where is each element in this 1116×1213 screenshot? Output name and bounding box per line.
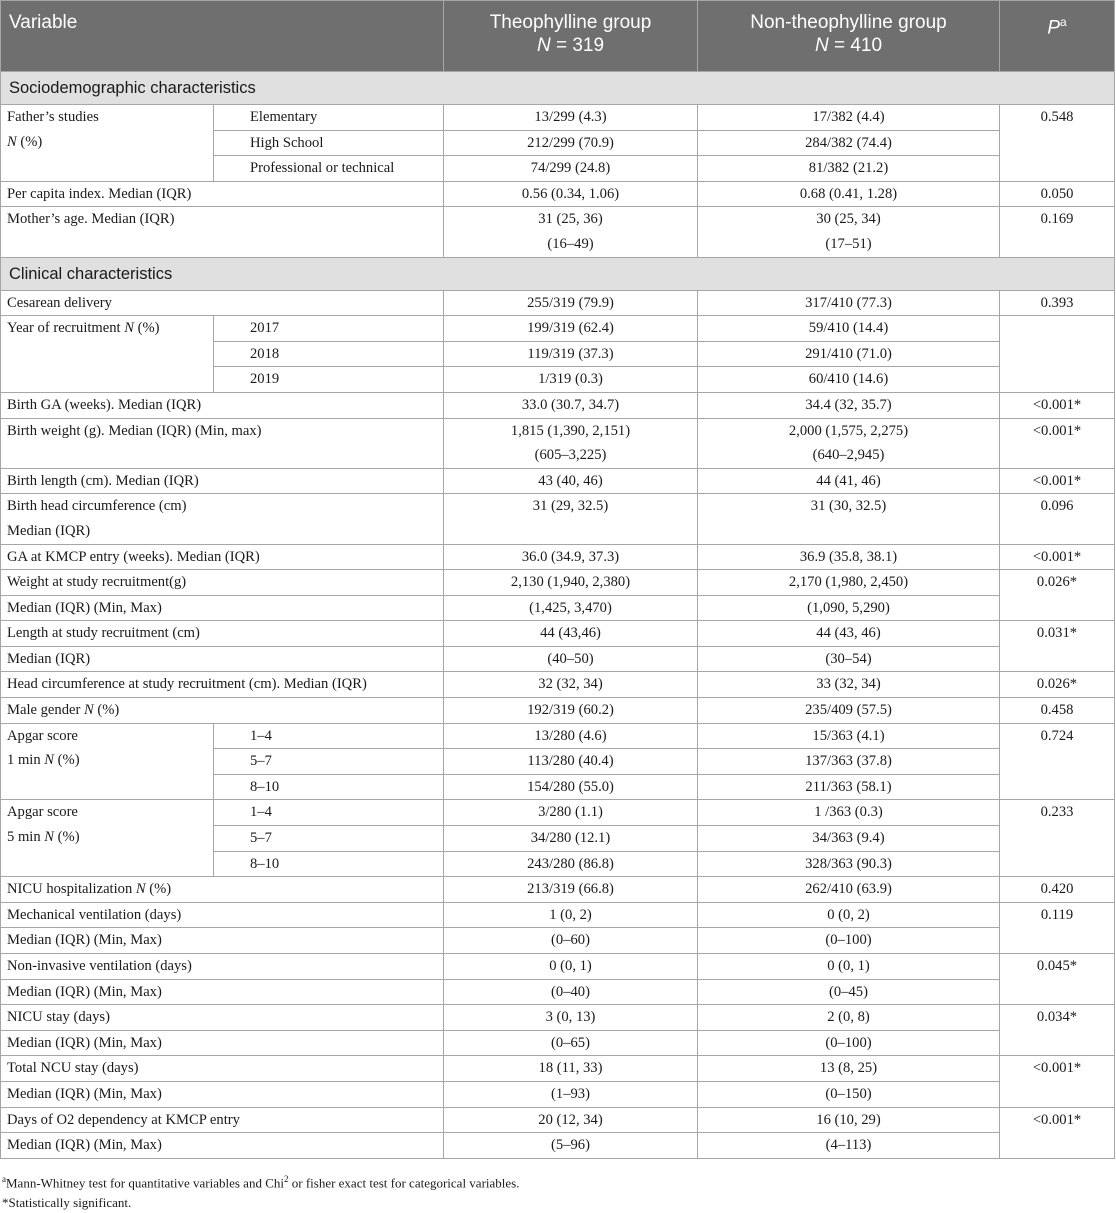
sub-label: 1–4	[214, 800, 444, 826]
row-label: Birth GA (weeks). Median (IQR)	[1, 392, 444, 418]
table-row	[1, 595, 1115, 621]
p-value: 0.096	[1000, 494, 1115, 544]
non-value: 31 (30, 32.5)	[698, 494, 1000, 544]
non-value: 1 /363 (0.3)	[698, 800, 1000, 826]
table-header-row	[1, 1, 1115, 72]
theo-value: 31 (25, 36) (16–49)	[444, 207, 698, 257]
row-label: Male gender N (%)	[1, 698, 444, 724]
theo-value: 13/280 (4.6)	[444, 723, 698, 749]
row-label: Mechanical ventilation (days)	[1, 902, 444, 928]
non-value: (0–100)	[698, 928, 1000, 954]
table-row	[1, 1005, 1115, 1031]
theo-value: (1–93)	[444, 1081, 698, 1107]
theo-value: 1 (0, 2)	[444, 902, 698, 928]
row-label: Length at study recruitment (cm)	[1, 621, 444, 647]
theo-value: 34/280 (12.1)	[444, 826, 698, 852]
p-value: 0.031*	[1000, 621, 1115, 672]
non-value: 33 (32, 34)	[698, 672, 1000, 698]
table-row	[1, 723, 1115, 749]
non-value: 0.68 (0.41, 1.28)	[698, 181, 1000, 207]
table-row	[1, 800, 1115, 826]
non-value: 284/382 (74.4)	[698, 130, 1000, 156]
table-row	[1, 207, 1115, 257]
p-value: 0.393	[1000, 290, 1115, 316]
non-value: (0–150)	[698, 1081, 1000, 1107]
theo-value: 1/319 (0.3)	[444, 367, 698, 393]
p-value: 0.034*	[1000, 1005, 1115, 1056]
row-label: Median (IQR) (Min, Max)	[1, 1133, 444, 1159]
row-label: Mother’s age. Median (IQR)	[1, 207, 444, 257]
row-label: Birth weight (g). Median (IQR) (Min, max)	[1, 418, 444, 468]
theo-value: 1,815 (1,390, 2,151) (605–3,225)	[444, 418, 698, 468]
row-label: Median (IQR)	[1, 646, 444, 672]
row-label: Father’s studies N (%)	[1, 105, 214, 182]
non-value: 81/382 (21.2)	[698, 156, 1000, 182]
theo-value: 74/299 (24.8)	[444, 156, 698, 182]
theo-value: 36.0 (34.9, 37.3)	[444, 544, 698, 570]
non-value: 34.4 (32, 35.7)	[698, 392, 1000, 418]
theo-value: 212/299 (70.9)	[444, 130, 698, 156]
theo-value: (0–60)	[444, 928, 698, 954]
theo-value: 33.0 (30.7, 34.7)	[444, 392, 698, 418]
row-label: Apgar score 1 min N (%)	[1, 723, 214, 800]
theo-value: (5–96)	[444, 1133, 698, 1159]
non-value: 44 (41, 46)	[698, 468, 1000, 494]
table-row	[1, 418, 1115, 468]
non-value: 235/409 (57.5)	[698, 698, 1000, 724]
p-value: <0.001*	[1000, 1107, 1115, 1158]
p-value: 0.169	[1000, 207, 1115, 257]
row-label: Median (IQR) (Min, Max)	[1, 928, 444, 954]
footnote-star: *Statistically significant.	[2, 1195, 132, 1211]
row-label: Head circumference at study recruitment (cm). Median (IQR)	[1, 672, 444, 698]
p-value: <0.001*	[1000, 544, 1115, 570]
non-value: 17/382 (4.4)	[698, 105, 1000, 131]
table-row	[1, 954, 1115, 980]
row-label: Total NCU stay (days)	[1, 1056, 444, 1082]
non-value: 34/363 (9.4)	[698, 826, 1000, 852]
p-value	[1000, 316, 1115, 393]
p-value: 0.548	[1000, 105, 1115, 182]
table-row	[1, 902, 1115, 928]
theo-value: 243/280 (86.8)	[444, 851, 698, 877]
p-value: 0.119	[1000, 902, 1115, 953]
theo-value: 255/319 (79.9)	[444, 290, 698, 316]
p-value: 0.026*	[1000, 570, 1115, 621]
row-label: Year of recruitment N (%)	[1, 316, 214, 393]
sub-label: Elementary	[214, 105, 444, 131]
non-value: 30 (25, 34) (17–51)	[698, 207, 1000, 257]
row-label: Apgar score 5 min N (%)	[1, 800, 214, 877]
header-p-value: $P^a$	[1000, 1, 1115, 72]
p-value: <0.001*	[1000, 468, 1115, 494]
theo-value: 44 (43,46)	[444, 621, 698, 647]
non-value: 262/410 (63.9)	[698, 877, 1000, 903]
p-value: <0.001*	[1000, 418, 1115, 468]
table-row	[1, 1030, 1115, 1056]
row-label: Days of O2 dependency at KMCP entry	[1, 1107, 444, 1133]
footnote-a: $^a$Mann-Whitney test for quantitative variables and Chi$^2$ or fisher exact test for categorical variables.	[2, 1173, 520, 1191]
row-label: NICU stay (days)	[1, 1005, 444, 1031]
non-value: (1,090, 5,290)	[698, 595, 1000, 621]
non-value: 137/363 (37.8)	[698, 749, 1000, 775]
p-value: 0.233	[1000, 800, 1115, 877]
theo-value: 154/280 (55.0)	[444, 774, 698, 800]
theo-value: 3 (0, 13)	[444, 1005, 698, 1031]
table-row	[1, 181, 1115, 207]
theo-value: 0 (0, 1)	[444, 954, 698, 980]
p-value: 0.045*	[1000, 954, 1115, 1005]
non-value: (4–113)	[698, 1133, 1000, 1159]
non-value: 2 (0, 8)	[698, 1005, 1000, 1031]
theo-value: 3/280 (1.1)	[444, 800, 698, 826]
theo-value: 20 (12, 34)	[444, 1107, 698, 1133]
sub-label: 1–4	[214, 723, 444, 749]
theo-value: 199/319 (62.4)	[444, 316, 698, 342]
non-value: 2,170 (1,980, 2,450)	[698, 570, 1000, 596]
theo-value: 0.56 (0.34, 1.06)	[444, 181, 698, 207]
theo-value: 31 (29, 32.5)	[444, 494, 698, 544]
p-value: 0.420	[1000, 877, 1115, 903]
non-value: 0 (0, 2)	[698, 902, 1000, 928]
row-label: Cesarean delivery	[1, 290, 444, 316]
table-row	[1, 392, 1115, 418]
table-row	[1, 1081, 1115, 1107]
table-row	[1, 621, 1115, 647]
row-label: Birth head circumference (cm) Median (IQR)	[1, 494, 444, 544]
table-row	[1, 290, 1115, 316]
non-value: 0 (0, 1)	[698, 954, 1000, 980]
row-label: Median (IQR) (Min, Max)	[1, 1081, 444, 1107]
non-value: 291/410 (71.0)	[698, 341, 1000, 367]
table-row	[1, 979, 1115, 1005]
row-label: Median (IQR) (Min, Max)	[1, 979, 444, 1005]
table-row	[1, 646, 1115, 672]
theo-value: (0–40)	[444, 979, 698, 1005]
row-label: Median (IQR) (Min, Max)	[1, 1030, 444, 1056]
p-value: 0.050	[1000, 181, 1115, 207]
non-value: (0–100)	[698, 1030, 1000, 1056]
row-label: NICU hospitalization N (%)	[1, 877, 444, 903]
theo-value: 113/280 (40.4)	[444, 749, 698, 775]
section-sociodemographic: Sociodemographic characteristics	[1, 72, 1115, 105]
theo-value: 2,130 (1,940, 2,380)	[444, 570, 698, 596]
sub-label: 2019	[214, 367, 444, 393]
non-value: 16 (10, 29)	[698, 1107, 1000, 1133]
p-value: 0.026*	[1000, 672, 1115, 698]
non-value: 60/410 (14.6)	[698, 367, 1000, 393]
row-label: Per capita index. Median (IQR)	[1, 181, 444, 207]
header-theophylline: Theophylline group N = 319	[444, 1, 698, 72]
table-row	[1, 494, 1115, 544]
p-value: <0.001*	[1000, 1056, 1115, 1107]
non-value: 44 (43, 46)	[698, 621, 1000, 647]
theo-value: 18 (11, 33)	[444, 1056, 698, 1082]
section-clinical: Clinical characteristics	[1, 257, 1115, 290]
sub-label: High School	[214, 130, 444, 156]
table-row	[1, 570, 1115, 596]
table-row	[1, 468, 1115, 494]
table-row	[1, 1056, 1115, 1082]
theo-value: (0–65)	[444, 1030, 698, 1056]
sub-label: 8–10	[214, 851, 444, 877]
row-label: Non-invasive ventilation (days)	[1, 954, 444, 980]
row-label: Weight at study recruitment(g)	[1, 570, 444, 596]
p-value: 0.724	[1000, 723, 1115, 800]
header-non-theophylline: Non-theophylline group N = 410	[698, 1, 1000, 72]
table-row	[1, 105, 1115, 131]
theo-value: 192/319 (60.2)	[444, 698, 698, 724]
header-variable: Variable	[1, 1, 444, 72]
theo-value: 119/319 (37.3)	[444, 341, 698, 367]
sub-label: 2018	[214, 341, 444, 367]
non-value: (0–45)	[698, 979, 1000, 1005]
p-value: <0.001*	[1000, 392, 1115, 418]
table-row	[1, 877, 1115, 903]
theo-value: 43 (40, 46)	[444, 468, 698, 494]
theo-value: (1,425, 3,470)	[444, 595, 698, 621]
non-value: 59/410 (14.4)	[698, 316, 1000, 342]
sub-label: 5–7	[214, 826, 444, 852]
table-row	[1, 1133, 1115, 1159]
non-value: 36.9 (35.8, 38.1)	[698, 544, 1000, 570]
row-label: Birth length (cm). Median (IQR)	[1, 468, 444, 494]
non-value: 317/410 (77.3)	[698, 290, 1000, 316]
table-row	[1, 544, 1115, 570]
theo-value: 213/319 (66.8)	[444, 877, 698, 903]
sub-label: 5–7	[214, 749, 444, 775]
row-label: Median (IQR) (Min, Max)	[1, 595, 444, 621]
table-row	[1, 928, 1115, 954]
table-row	[1, 1107, 1115, 1133]
sub-label: Professional or technical	[214, 156, 444, 182]
theo-value: 13/299 (4.3)	[444, 105, 698, 131]
table-row	[1, 698, 1115, 724]
sub-label: 2017	[214, 316, 444, 342]
table-row	[1, 672, 1115, 698]
non-value: 13 (8, 25)	[698, 1056, 1000, 1082]
non-value: 328/363 (90.3)	[698, 851, 1000, 877]
sub-label: 8–10	[214, 774, 444, 800]
non-value: (30–54)	[698, 646, 1000, 672]
row-label: GA at KMCP entry (weeks). Median (IQR)	[1, 544, 444, 570]
p-value: 0.458	[1000, 698, 1115, 724]
non-value: 211/363 (58.1)	[698, 774, 1000, 800]
theo-value: 32 (32, 34)	[444, 672, 698, 698]
table-row	[1, 316, 1115, 342]
non-value: 2,000 (1,575, 2,275) (640–2,945)	[698, 418, 1000, 468]
non-value: 15/363 (4.1)	[698, 723, 1000, 749]
theo-value: (40–50)	[444, 646, 698, 672]
